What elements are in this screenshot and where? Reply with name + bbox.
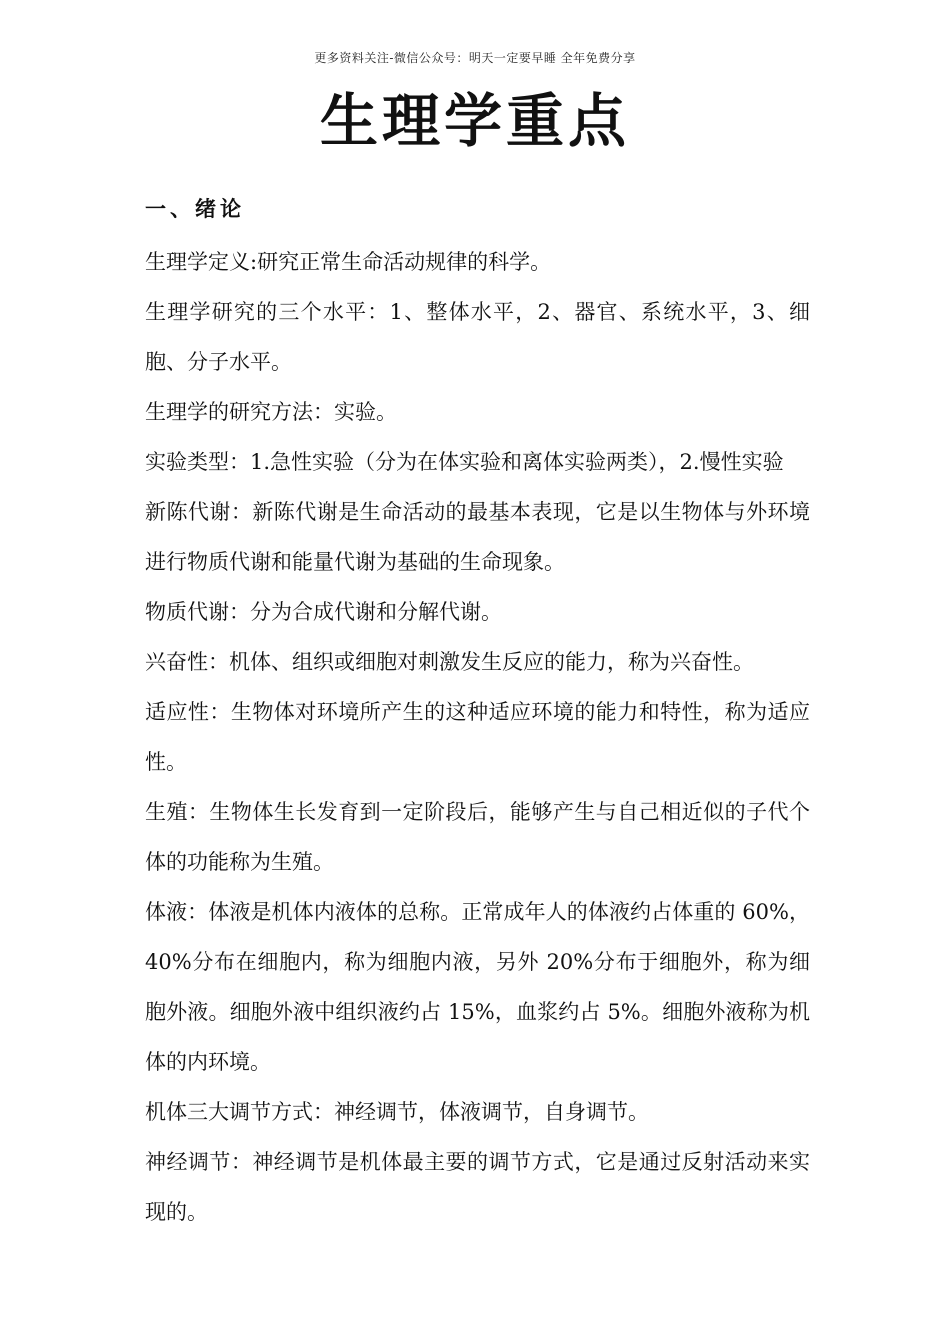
paragraph-body-fluid: 体液：体液是机体内液体的总称。正常成年人的体液约占体重的 60%，40%分布在细胞内，称为细胞内液，另外 20%分布于细胞外，称为细胞外液。细胞外液中组织液约占 15%，血浆约占 5%。细胞外液称为机体的内环境。 (145, 900, 810, 1074)
header-note: 更多资料关注-微信公众号：明天一定要早睡 全年免费分享 (314, 51, 636, 65)
paragraph-adaptability: 适应性：生物体对环境所产生的这种适应环境的能力和特性，称为适应性。 (145, 700, 810, 774)
paragraph-research-method: 生理学的研究方法：实验。 (145, 400, 397, 424)
paragraph-neural-regulation: 神经调节：神经调节是机体最主要的调节方式，它是通过反射活动来实现的。 (145, 1150, 810, 1224)
paragraph-material-metabolism: 物质代谢：分为合成代谢和分解代谢。 (145, 600, 502, 624)
paragraph-regulation-modes: 机体三大调节方式：神经调节，体液调节，自身调节。 (145, 1100, 649, 1124)
paragraph-reproduction: 生殖：生物体生长发育到一定阶段后，能够产生与自己相近似的子代个体的功能称为生殖。 (145, 800, 810, 874)
document-body (145, 237, 810, 1237)
paragraph-metabolism: 新陈代谢：新陈代谢是生命活动的最基本表现，它是以生物体与外环境进行物质代谢和能量代谢为基础的生命现象。 (145, 500, 810, 574)
section-heading: 一、绪论 (145, 196, 245, 221)
paragraph-definition: 生理学定义:研究正常生命活动规律的科学。 (145, 250, 552, 274)
paragraph-research-levels: 生理学研究的三个水平：1、整体水平，2、器官、系统水平，3、细胞、分子水平。 (145, 300, 810, 374)
paragraph-excitability: 兴奋性：机体、组织或细胞对刺激发生反应的能力，称为兴奋性。 (145, 650, 754, 674)
document-title: 生理学重点 (319, 87, 630, 155)
paragraph-experiment-types: 实验类型：1.急性实验（分为在体实验和离体实验两类），2.慢性实验 (145, 450, 784, 474)
